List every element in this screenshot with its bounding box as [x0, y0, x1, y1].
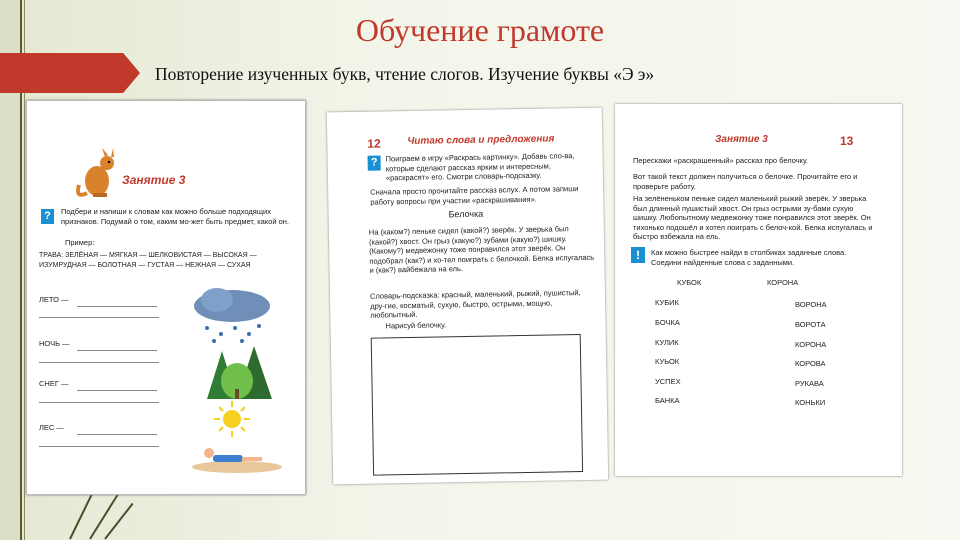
answer-line [77, 350, 157, 351]
question-icon: ? [41, 209, 54, 224]
task-text: Как можно быстрее найди в столбиках заданные слова. Соедини найденные слова с заданными. [651, 248, 847, 267]
page-number: 12 [367, 136, 381, 151]
right-column-word: ВОРОТА [795, 320, 826, 329]
left-column-word: БАНКА [655, 396, 680, 405]
workbook-page-2 [327, 108, 608, 485]
workbook-page-3 [615, 104, 902, 476]
target-word: КУБОК [677, 278, 702, 287]
adjectives-list: ТРАВА: ЗЕЛЁНАЯ — МЯГКАЯ — ШЕЛКОВИСТАЯ — ВЫСОКАЯ — ИЗУМРУДНАЯ — БОЛОТНАЯ — ГУСТАЯ — НЕЖНАЯ — СУХАЯ [39, 252, 257, 269]
right-column-word: КОРОНА [795, 340, 827, 349]
slide-subtitle: Повторение изученных букв, чтение слогов. Изучение буквы «Э э» [155, 64, 655, 84]
child-on-sand-icon [187, 439, 287, 474]
story-text: На (каком?) пеньке сидел (какой?) зверёк. У зверька был (какой?) хвост. Он грыз (какую?) зубами (какую?) шишку. (Какому?) медвежонку тоже понравился этот зверёк. Он подобрал (как?) и хо-тел поиграть с белочкой. Белка испугалась и (как?) вайбежала на ель. [368, 224, 595, 275]
answer-line [39, 362, 159, 363]
dictionary-text: Словарь-подсказка: красный, маленький, рыжий, пушистый, дру-гие, косматый, сухую, быстро, острыми, мощно, любопытный. [369, 288, 581, 320]
word-night: НОЧЬ — [39, 339, 70, 348]
page-heading: Читаю слова и предложения [407, 133, 555, 148]
left-column-word: КУБИК [655, 298, 679, 307]
workbook-page-1 [26, 100, 306, 495]
question-icon: ? [368, 155, 381, 170]
story-title: Белочка [448, 208, 484, 220]
answer-line [77, 306, 157, 307]
task-instruction: Сначала просто прочитайте рассказ вслух. А потом запиши работу вопросы при участии «раскрашивания». [370, 184, 579, 207]
task-text: Подбери и напиши к словам как можно больше подходящих признаков. Подумай о том, каким мо-жет быть предмет, какой он. [61, 207, 290, 226]
page-number: 13 [840, 134, 854, 148]
word-snow: СНЕГ — [39, 379, 69, 388]
right-column-word: ВОРОНА [795, 300, 827, 309]
left-column-word: КУЛИК [655, 338, 679, 347]
exclamation-icon: ! [631, 247, 645, 263]
right-column-word: РУКАВА [795, 379, 824, 388]
sun-icon [207, 399, 257, 439]
answer-line [77, 434, 157, 435]
left-column-word: УСПЕХ [655, 377, 681, 386]
left-column-word: БОЧКА [655, 318, 680, 327]
lesson-heading: Занятие 3 [715, 134, 768, 145]
word-forest: ЛЕС — [39, 423, 64, 432]
story-text: На зелёненьком пеньке сидел маленький рыжий зверёк. У зверька был длинный пушистый хвост. Он грыз острыми зу-бами сухую шишку. Любопытному медвежонку тоже понравился этот зверёк. Он тихонько подошёл и хотел поиграть с белоч-кой. Белка испугалась и быстро взбежала на ель. [633, 194, 873, 241]
kangaroo-icon [75, 147, 125, 202]
forest-icon [192, 341, 282, 401]
word-summer: ЛЕТО — [39, 295, 69, 304]
answer-line [39, 317, 159, 318]
task-instruction: Вот такой текст должен получиться о белочке. Прочитайте его и проверьте работу. [633, 172, 858, 191]
task-text: Поиграем в игру «Раскрась картинку». Добавь сло-ва, которые сделают рассказ ярким и интересным, «раскрасят» его. Смотри словарь-подсказку. [385, 151, 575, 183]
answer-line [39, 446, 159, 447]
example-label: Пример: [65, 238, 95, 247]
right-column-word: КОРОВА [795, 359, 826, 368]
lesson-heading: Занятие 3 [122, 173, 186, 187]
draw-instruction: Нарисуй белочку. [385, 320, 447, 331]
drawing-frame [371, 334, 583, 476]
arrow-banner [0, 53, 140, 93]
right-column-word: КОНЬКИ [795, 398, 826, 407]
slide-title: Обучение грамоте [355, 12, 605, 48]
task-text: Перескажи «раскрашенный» рассказ про белочку. [633, 156, 809, 165]
left-column-word: КУЬОК [655, 357, 680, 366]
target-word: КОРОНА [767, 278, 799, 287]
cloud-rain-icon [187, 286, 277, 346]
answer-line [77, 390, 157, 391]
answer-line [39, 402, 159, 403]
